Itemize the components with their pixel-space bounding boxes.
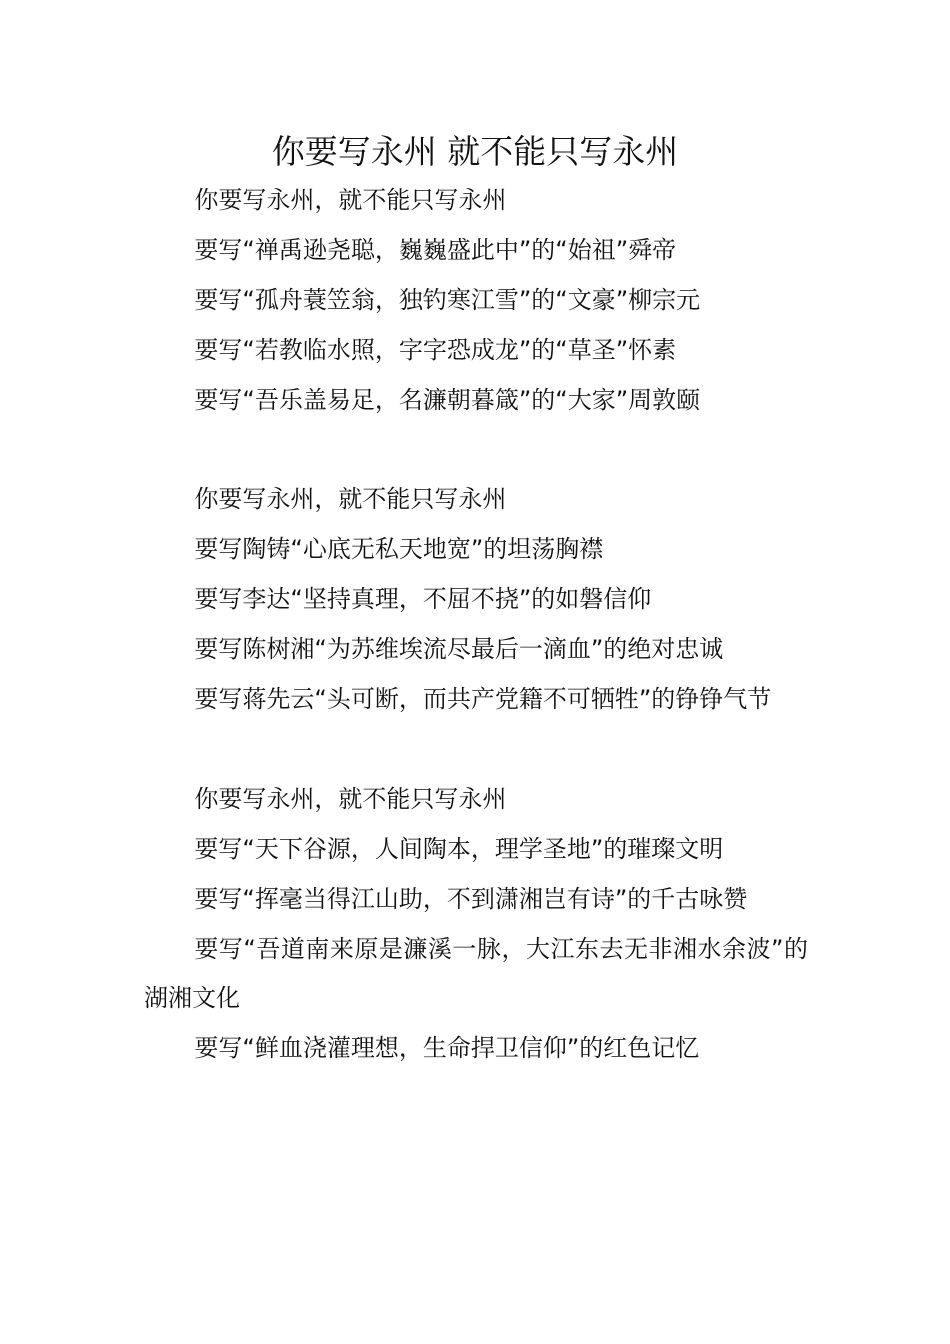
section-1 — [144, 176, 808, 426]
paragraph: 要写“挥毫当得江山助，不到潇湘岂有诗”的千古咏赞 — [194, 884, 748, 913]
paragraph: 你要写永州，就不能只写永州 — [194, 485, 507, 514]
section-spacer — [144, 426, 808, 476]
paragraph: 要写李达“坚持真理，不屈不挠”的如磐信仰 — [194, 585, 652, 614]
section-2 — [144, 475, 808, 725]
paragraph: 你要写永州，就不能只写永州 — [194, 186, 507, 214]
paragraph: 要写“天下谷源，人间陶本，理学圣地”的璀璨文明 — [194, 834, 724, 863]
paragraph: 要写陶铸“心底无私天地宽”的坦荡胸襟 — [194, 535, 604, 564]
paragraph: 要写陈树湘“为苏维埃流尽最后一滴血”的绝对忠诚 — [194, 635, 724, 664]
document-title: 你要写永州 就不能只写永州 — [271, 132, 679, 171]
paragraph: 你要写永州，就不能只写永州 — [194, 784, 507, 813]
paragraph: 要写蒋先云“头可断，而共产党籍不可牺牲”的铮铮气节 — [194, 685, 772, 714]
section-3 — [144, 775, 808, 1074]
paragraph: 要写“吾道南来原是濂溪一脉，大江东去无非湘水余波”的湖湘文化 — [144, 934, 808, 1013]
paragraph: 要写“禅禹逊尧聪，巍巍盛此中”的“始祖”舜帝 — [194, 235, 677, 264]
document-body — [144, 176, 808, 1074]
section-spacer — [144, 725, 808, 775]
paragraph: 要写“若教临水照，字字恐成龙”的“草圣”怀素 — [194, 335, 677, 364]
paragraph: 要写“鲜血浇灌理想，生命捍卫信仰”的红色记忆 — [194, 1034, 700, 1063]
paragraph: 要写“孤舟蓑笠翁，独钓寒江雪”的“文豪”柳宗元 — [194, 285, 701, 314]
paragraph: 要写“吾乐盖易足，名濂朝暮箴”的“大家”周敦颐 — [194, 385, 701, 414]
